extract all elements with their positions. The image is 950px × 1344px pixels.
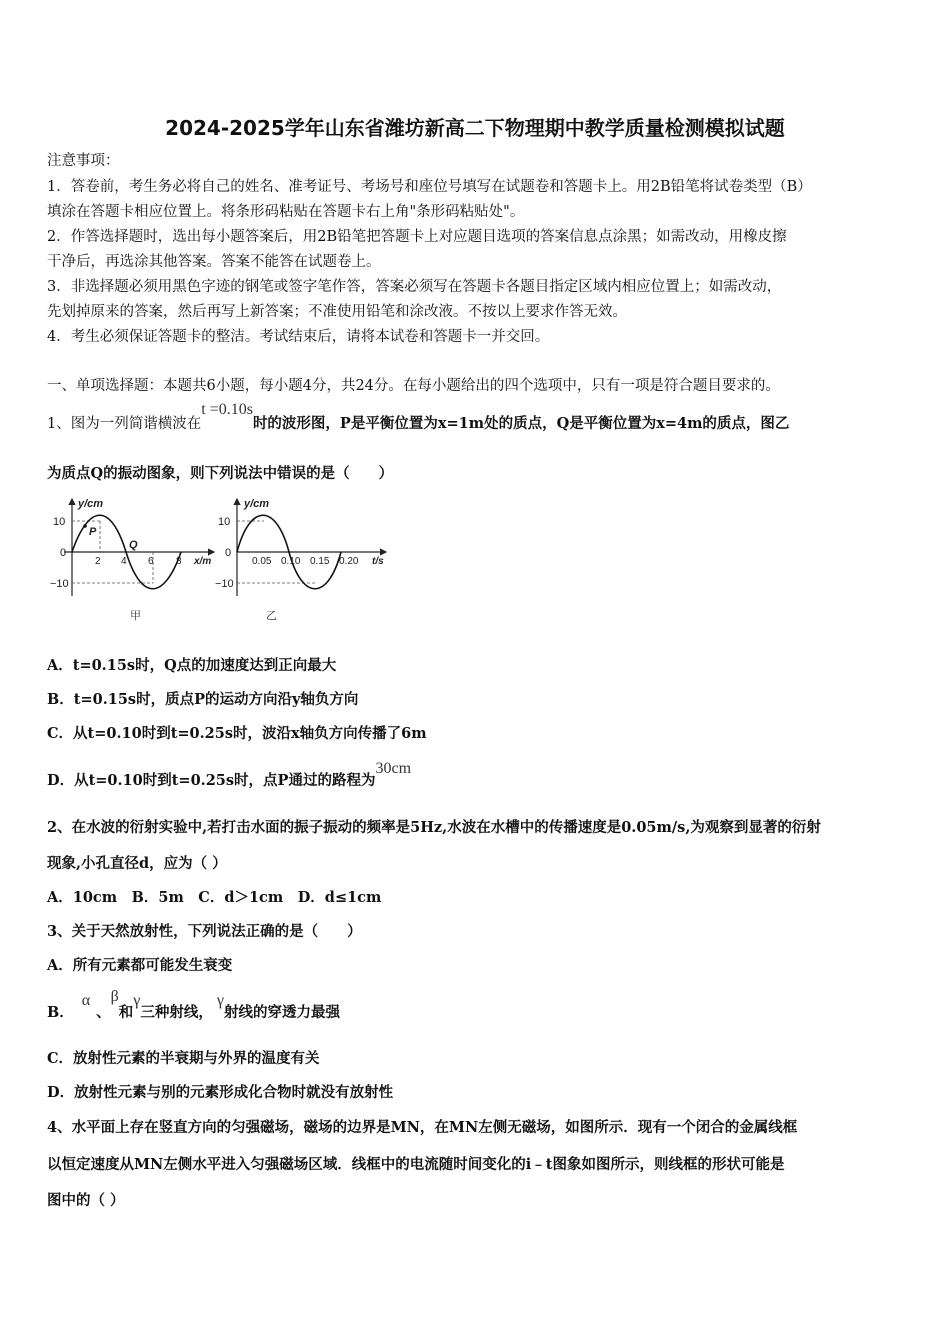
gamma-symbol: γ — [216, 992, 224, 1009]
q1-option-a: A．t=0.15s时，Q点的加速度达到正向最大 — [47, 657, 337, 674]
t-tick-label: 0.15 — [310, 556, 330, 567]
y-tick-label: 0 — [60, 547, 67, 559]
q1-option-b: B．t=0.15s时，质点P的运动方向沿y轴负方向 — [47, 691, 359, 708]
figure-caption: 乙 — [266, 610, 277, 622]
y-tick-label: −10 — [50, 578, 69, 590]
section-heading: 一、单项选择题：本题共6小题，每小题4分，共24分。在每小题给出的四个选项中，只有一项是符合题目要求的。 — [47, 378, 780, 394]
t-tick-label: 0.10 — [281, 556, 301, 567]
gamma-symbol: γ — [133, 992, 141, 1009]
q3-option-a: A．所有元素都可能发生衰变 — [47, 957, 233, 974]
q1-option-d-expr: 30cm — [375, 760, 412, 777]
q1-stem-b: 时的波形图，P是平衡位置为x=1m处的质点，Q是平衡位置为x=4m的质点，图乙 — [252, 415, 790, 432]
y-tick-label: −10 — [215, 578, 234, 590]
q3-option-d: D．放射性元素与别的元素形成化合物时就没有放射性 — [47, 1084, 394, 1101]
y-axis-label: y/cm — [244, 498, 270, 510]
wave-graph-figure — [44, 493, 224, 628]
notice-line: 先划掉原来的答案，然后再写上新答案；不准使用铅笔和涂改液。不按以上要求作答无效。 — [47, 304, 627, 320]
alpha-symbol: α — [81, 992, 91, 1009]
q4-stem-line2: 以恒定速度从MN左侧水平进入匀强磁场区域．线框中的电流随时间变化的i﹣t图象如图所示，则线框的形状可能是 — [47, 1156, 785, 1173]
q3-option-c: C．放射性元素的半衰期与外界的温度有关 — [47, 1050, 320, 1067]
beta-symbol: β — [110, 988, 119, 1005]
notice-heading: 注意事项： — [47, 153, 120, 169]
x-tick-label: 6 — [148, 556, 154, 567]
notice-line: 3．非选择题必须用黑色字迹的钢笔或签字笔作答，答案必须写在答题卡各题目指定区域内相应位置上；如需改动， — [47, 279, 782, 295]
y-axis-label: y/cm — [78, 498, 104, 510]
page-title: 2024-2025学年山东省潍坊新高二下物理期中教学质量检测模拟试题 — [165, 116, 785, 140]
point-p-label: P — [89, 526, 97, 538]
vibration-graph-figure — [214, 493, 394, 628]
q1-stem-a: 1、图为一列简谐横波在 — [47, 416, 202, 432]
x-tick-label: 4 — [121, 556, 127, 567]
notice-line: 填涂在答题卡相应位置上。将条形码粘贴在答题卡右上角"条形码粘贴处"。 — [47, 204, 525, 220]
x-tick-label: 2 — [95, 556, 101, 567]
q2-stem-line1: 2、在水波的衍射实验中,若打击水面的振子振动的频率是5Hz,水波在水槽中的传播速度是0.05m/s,为观察到显著的衍射 — [47, 819, 821, 836]
x-axis-label: x/m — [194, 556, 212, 567]
q3-option-b-prefix: B． — [47, 1004, 74, 1021]
figure-caption: 甲 — [130, 610, 141, 622]
y-tick-label: 0 — [225, 547, 232, 559]
notice-line: 4．考生必须保证答题卡的整洁。考试结束后，请将本试卷和答题卡一并交回。 — [47, 329, 550, 345]
q2-stem-line2: 现象,小孔直径d，应为（ ） — [47, 855, 227, 872]
t-axis-label: t/s — [372, 556, 384, 567]
q2-options: A．10cm B．5m C．d＞1cm D．d≤1cm — [47, 889, 382, 906]
y-tick-label: 10 — [53, 516, 66, 528]
q4-stem-line1: 4、水平面上存在竖直方向的匀强磁场，磁场的边界是MN，在MN左侧无磁场，如图所示．现有一个闭合的金属线框 — [47, 1119, 798, 1136]
separator: 、 — [96, 1004, 111, 1021]
q1-option-d — [47, 760, 412, 791]
q1-stem-line1 — [47, 401, 790, 434]
three-rays-text: 三种射线， — [140, 1004, 213, 1021]
q1-time-expr: t =0.10s — [201, 401, 253, 418]
t-tick-label: 0.20 — [339, 556, 359, 567]
q1-option-d-text: D．从t=0.10时到t=0.25s时，点P通过的路程为 — [47, 772, 376, 789]
point-q-label: Q — [129, 539, 138, 551]
and-word: 和 — [118, 1004, 134, 1021]
t-tick-label: 0.05 — [252, 556, 272, 567]
q4-stem-line3: 图中的（ ） — [47, 1192, 125, 1209]
q1-stem-line2: 为质点Q的振动图象，则下列说法中错误的是（ ） — [47, 465, 394, 482]
point-p-marker — [83, 524, 87, 528]
y-tick-label: 10 — [218, 516, 231, 528]
q1-option-c: C．从t=0.10时到t=0.25s时，波沿x轴负方向传播了6m — [47, 725, 427, 742]
notice-line: 2．作答选择题时，选出每小题答案后，用2B铅笔把答题卡上对应题目选项的答案信息点涂黑；如需改动，用橡皮擦 — [47, 229, 787, 245]
x-tick-label: 8 — [176, 556, 182, 567]
notice-line: 1．答卷前，考生务必将自己的姓名、准考证号、考场号和座位号填写在试题卷和答题卡上。用2B铅笔将试卷类型（B） — [47, 179, 812, 195]
notice-line: 干净后，再选涂其他答案。答案不能答在试题卷上。 — [47, 254, 381, 270]
q3-option-b-end: 射线的穿透力最强 — [223, 1004, 340, 1021]
q3-option-b — [47, 988, 340, 1023]
q3-stem: 3、关于天然放射性，下列说法正确的是（ ） — [47, 923, 362, 940]
